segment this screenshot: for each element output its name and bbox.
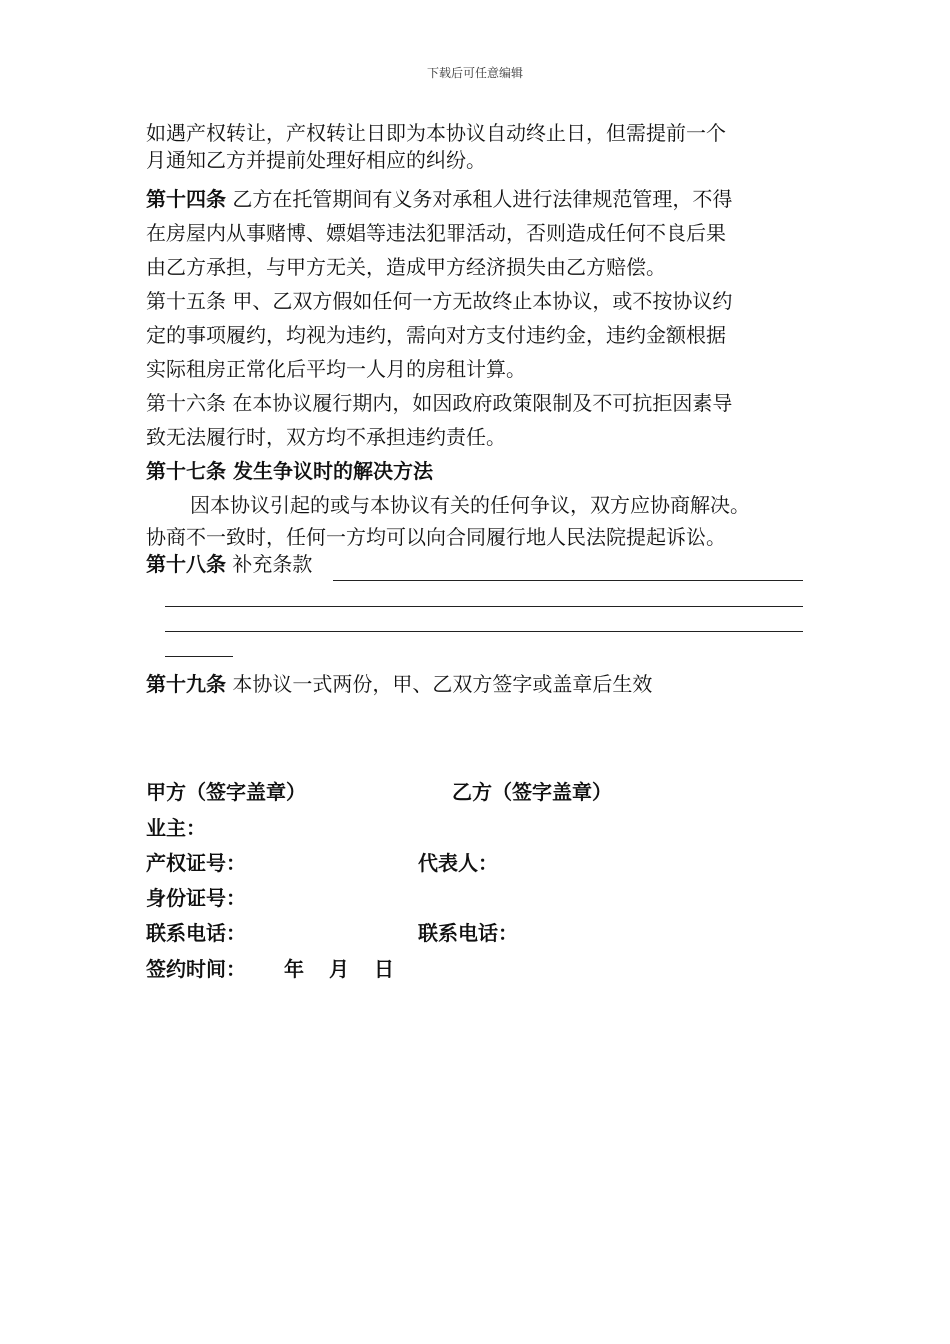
article-17-title: 第十七条 发生争议时的解决方法 (146, 459, 433, 483)
supplement-blank-line-2 (165, 606, 803, 607)
page-header: 下载后可任意编辑 (426, 66, 523, 80)
article-15-line1: 第十五条 甲、乙双方假如任何一方无故终止本协议，或不按协议约 (146, 289, 733, 313)
article-14-line3: 由乙方承担，与甲方无关，造成甲方经济损失由乙方赔偿。 (146, 255, 666, 279)
article-19-label: 第十九条 (146, 672, 226, 696)
supplement-blank-line-1 (333, 580, 803, 581)
sign-day: 日 (374, 957, 394, 981)
article-14-label: 第十四条 (146, 187, 226, 211)
article-17-line1: 因本协议引起的或与本协议有关的任何争议，双方应协商解决。 (190, 493, 750, 517)
article-15-line3: 实际租房正常化后平均一人月的房租计算。 (146, 357, 526, 381)
article-18-line (146, 551, 814, 578)
article-16-line2: 致无法履行时，双方均不承担违约责任。 (146, 425, 506, 449)
article-14-line2: 在房屋内从事赌博、嫖娼等违法犯罪活动，否则造成任何不良后果 (146, 221, 726, 245)
sign-time-label: 签约时间： (146, 957, 246, 981)
representative-label: 代表人： (418, 851, 498, 875)
article-15-line2: 定的事项履约，均视为违约，需向对方支付违约金，违约金额根据 (146, 323, 726, 347)
supplement-blank-line-4 (165, 656, 233, 657)
article-18-label: 第十八条 (146, 552, 226, 576)
phone-a-label: 联系电话： (146, 921, 246, 945)
para-property-transfer-line2: 月通知乙方并提前处理好相应的纠纷。 (146, 148, 486, 172)
owner-label: 业主： (146, 816, 206, 840)
sign-month: 月 (329, 957, 349, 981)
article-17-line2: 协商不一致时，任何一方均可以向合同履行地人民法院提起诉讼。 (146, 525, 726, 549)
contract-body (146, 120, 814, 578)
article-16-line1: 第十六条 在本协议履行期内，如因政府政策限制及不可抗拒因素导 (146, 391, 733, 415)
party-b-signature-label: 乙方（签字盖章） (452, 780, 612, 804)
sign-year: 年 (284, 957, 304, 981)
article-19-text: 本协议一式两份，甲、乙双方签字或盖章后生效 (226, 672, 653, 696)
supplement-blank-line-3 (165, 631, 803, 632)
phone-b-label: 联系电话： (418, 921, 518, 945)
article-19-line (146, 667, 652, 701)
id-number-label: 身份证号： (146, 886, 246, 910)
article-14-text: 乙方在托管期间有义务对承租人进行法律规范管理，不得 (226, 187, 733, 211)
party-a-signature-label: 甲方（签字盖章） (146, 780, 306, 804)
property-cert-label: 产权证号： (146, 851, 246, 875)
article-14-line1 (146, 182, 814, 216)
para-property-transfer-line1: 如遇产权转让，产权转让日即为本协议自动终止日，但需提前一个 (146, 121, 726, 145)
article-18-text: 补充条款 (226, 552, 313, 576)
